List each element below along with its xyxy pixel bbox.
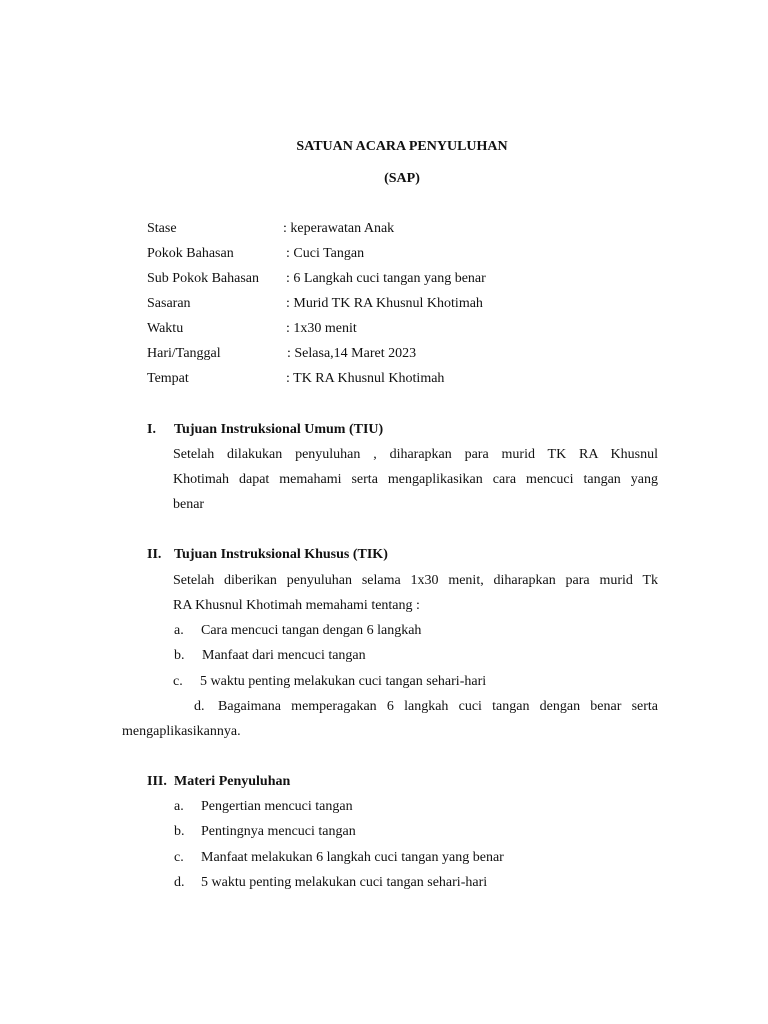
list-marker: d. (194, 699, 205, 714)
list-item: Pengertian mencuci tangan (201, 799, 353, 814)
document-subtitle: (SAP) (384, 171, 420, 186)
info-label-stase: Stase (147, 221, 177, 236)
section-heading: Materi Penyuluhan (174, 774, 291, 789)
section-number: III. (147, 774, 167, 789)
section-heading: Tujuan Instruksional Khusus (TIK) (174, 547, 388, 562)
section-number: I. (147, 422, 156, 437)
list-marker: a. (174, 623, 184, 638)
list-item: Bagaimana memperagakan 6 langkah cuci tangan dengan benar serta (218, 699, 658, 714)
info-value-pokok-bahasan: : Cuci Tangan (286, 246, 365, 261)
list-item: Cara mencuci tangan dengan 6 langkah (201, 623, 422, 638)
paragraph-line: Khotimah dapat memahami serta mengaplikasikan cara mencuci tangan yang (173, 472, 658, 487)
info-label-sub-pokok-bahasan: Sub Pokok Bahasan (147, 271, 259, 286)
list-item-continuation: mengaplikasikannya. (122, 724, 241, 739)
list-marker: b. (174, 648, 185, 663)
list-marker: b. (174, 824, 185, 839)
paragraph-line: Setelah dilakukan penyuluhan , diharapkan para murid TK RA Khusnul (173, 447, 658, 462)
info-label-waktu: Waktu (147, 321, 184, 336)
list-item: Manfaat dari mencuci tangan (202, 648, 366, 663)
section-number: II. (147, 547, 162, 562)
paragraph-line: benar (173, 497, 205, 512)
list-item: Manfaat melakukan 6 langkah cuci tangan yang benar (201, 850, 504, 865)
info-value-sub-pokok-bahasan: : 6 Langkah cuci tangan yang benar (286, 271, 486, 286)
list-marker: c. (173, 674, 183, 689)
info-value-stase: : keperawatan Anak (283, 221, 395, 236)
info-value-tempat: : TK RA Khusnul Khotimah (286, 371, 445, 386)
info-label-sasaran: Sasaran (147, 296, 191, 311)
document-title: SATUAN ACARA PENYULUHAN (296, 139, 508, 154)
list-marker: a. (174, 799, 184, 814)
info-value-sasaran: : Murid TK RA Khusnul Khotimah (286, 296, 483, 311)
section-heading: Tujuan Instruksional Umum (TIU) (174, 422, 384, 437)
info-label-pokok-bahasan: Pokok Bahasan (147, 246, 234, 261)
list-item: 5 waktu penting melakukan cuci tangan sehari-hari (200, 674, 487, 689)
list-item: 5 waktu penting melakukan cuci tangan sehari-hari (201, 875, 488, 890)
info-label-hari-tanggal: Hari/Tanggal (147, 346, 221, 361)
list-marker: c. (174, 850, 184, 865)
info-label-tempat: Tempat (147, 371, 189, 386)
paragraph-line: Setelah diberikan penyuluhan selama 1x30 menit, diharapkan para murid Tk (173, 573, 658, 588)
list-item: Pentingnya mencuci tangan (201, 824, 356, 839)
info-value-waktu: : 1x30 menit (286, 321, 357, 336)
info-value-hari-tanggal: : Selasa,14 Maret 2023 (287, 346, 417, 361)
list-marker: d. (174, 875, 185, 890)
paragraph-line: RA Khusnul Khotimah memahami tentang : (173, 598, 420, 613)
